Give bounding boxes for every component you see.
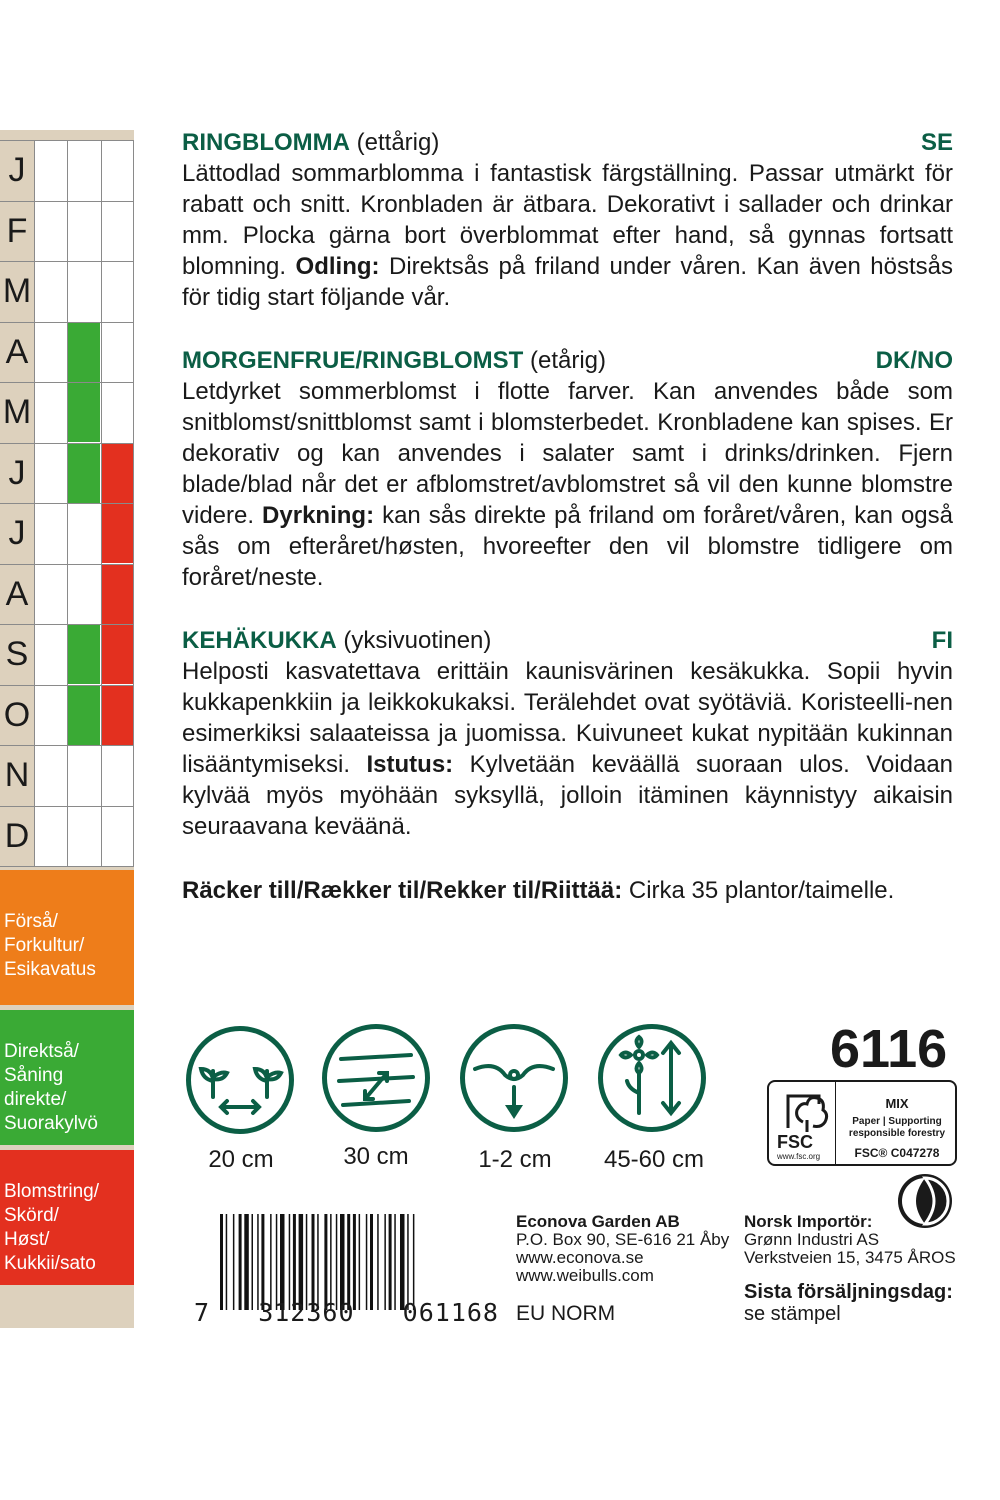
calendar-cell (34, 503, 67, 563)
calendar-cell (67, 201, 100, 261)
calendar-cell (34, 745, 67, 805)
barcode-bar (276, 1214, 278, 1310)
calendar-cell (34, 322, 67, 382)
barcode-bar (400, 1214, 405, 1310)
barcode-bar (261, 1214, 264, 1310)
calendar-cell (67, 140, 100, 200)
barcode-bar (389, 1214, 392, 1310)
section-se (182, 128, 953, 313)
calendar-cell (34, 140, 67, 200)
section-subtitle: (etårig) (530, 347, 607, 374)
calendar-cell (34, 201, 67, 261)
calendar-cell (101, 261, 134, 321)
barcode-bar (359, 1214, 361, 1310)
fsc-label (767, 1080, 957, 1166)
article-number: 6116 (830, 1019, 948, 1079)
plant-height-icon (598, 1024, 706, 1132)
month-label: M (2, 272, 32, 310)
legend-direct-sow-line: direkte/ (4, 1089, 67, 1110)
barcode-bar (312, 1214, 315, 1310)
calendar-cell (67, 564, 100, 624)
section-bold-label: Istutus: (366, 751, 454, 778)
legend-direct-sow-line: Suorakylvö (4, 1113, 98, 1134)
fsc-url: www.fsc.org (777, 1152, 821, 1161)
calendar-cell (101, 624, 134, 684)
company-web-2: www.weibulls.com (516, 1266, 654, 1285)
company-web-1: www.econova.se (516, 1248, 644, 1267)
calendar-cell (67, 806, 100, 866)
calendar-cell (67, 322, 100, 382)
month-label: M (2, 393, 32, 431)
barcode-bar (299, 1214, 304, 1310)
calendar-cell (67, 745, 100, 805)
barcode-bar (413, 1214, 415, 1310)
company-address: P.O. Box 90, SE-616 21 Åby (516, 1230, 730, 1249)
section-paragraph: Lättodlad sommarblomma i fantastisk färgställning. Passar utmärkt för rabatt och snitt. Kronbladen är ätbara. Dekorativt i sallader och drinkar mm. Plocka gärna bort överblommat efter hand, så gynnas fortsatt blomning. (182, 160, 953, 280)
fsc-line-2: responsible forestry (848, 1128, 946, 1139)
legend-bloom (0, 1150, 134, 1285)
row-spacing-icon (322, 1024, 430, 1132)
fsc-logo-text: FSC (777, 1132, 813, 1152)
section-bold-label: Dyrkning: (262, 502, 375, 529)
section-paragraph-2: kan sås direkte på friland om foråret/våren, kan også sås om efteråret/høsten, hvoreefter den vil blomstre tidligere om foråret/neste. (182, 502, 953, 591)
barcode-bar (340, 1214, 345, 1310)
legend-bloom-line: Skörd/ (4, 1205, 59, 1226)
yield-label: Räcker till/Rækker til/Rekker til/Riittää: (182, 877, 623, 904)
barcode-bar (324, 1214, 327, 1310)
barcode-bar (377, 1214, 379, 1310)
plant-height-label: 45-60 cm (603, 1146, 705, 1173)
section-text (182, 376, 953, 593)
section-paragraph: Letdyrket sommerblomst i flotte farver. Kan anvendes både som snitblomst/snittblomst samt i blomsterbedet. Kronbladene kan spises. Er dekorativ og kan anvendes i salater samt i drinks/drinken. Fjern blade/blad når det er afblomstret/avblomstret så vil den kunne blomstre videre. (182, 378, 953, 529)
barcode-bar (252, 1214, 254, 1310)
barcode-bar (289, 1214, 291, 1310)
barcode-bar (336, 1214, 338, 1310)
month-label: N (4, 756, 30, 794)
barcode-bar (293, 1214, 296, 1310)
legend-sow-indoor (0, 870, 134, 1005)
section-title: KEHÄKUKKA (182, 627, 337, 654)
calendar-cell (101, 443, 134, 503)
green-dot-icon (896, 1172, 954, 1230)
month-label: A (5, 574, 29, 613)
importer-label: Norsk Importör: (744, 1212, 873, 1231)
sowing-calendar-grid (34, 140, 134, 866)
legend-sow-indoor-line: Förså/ (4, 911, 58, 932)
plant-spacing-label: 20 cm (208, 1146, 274, 1173)
section-dk-no (182, 346, 953, 593)
section-text (182, 158, 953, 313)
section-subtitle: (yksivuotinen) (343, 627, 492, 654)
barcode-bar (306, 1214, 308, 1310)
barcode-bar (244, 1214, 249, 1310)
legend-bloom-line: Kukkii/sato (4, 1253, 96, 1274)
legend-direct-sow (0, 1010, 134, 1145)
barcode-bars (220, 1214, 468, 1310)
calendar-cell (67, 685, 100, 745)
barcode-bar (353, 1214, 356, 1310)
eu-norm: EU NORM (516, 1302, 616, 1325)
row-spacing-label: 30 cm (343, 1143, 409, 1170)
calendar-cell (34, 806, 67, 866)
calendar-cell (67, 382, 100, 442)
fsc-code: FSC® C047278 (854, 1146, 940, 1160)
fsc-line-1: Paper | Supporting (852, 1116, 942, 1127)
calendar-cell (34, 685, 67, 745)
grid-line (101, 140, 102, 866)
legend-direct-sow-line: Direktså/ (4, 1041, 79, 1062)
month-label: S (5, 635, 29, 673)
month-label: F (6, 211, 28, 250)
legend-direct-sow-line: Såning (4, 1065, 64, 1086)
section-title: RINGBLOMMA (182, 129, 350, 156)
barcode-bar (330, 1214, 332, 1310)
section-header (182, 626, 953, 656)
country-code: FI (931, 627, 953, 654)
calendar-cell (101, 745, 134, 805)
calendar-cell (101, 382, 134, 442)
calendar-cell (101, 685, 134, 745)
legend-sow-indoor-line: Forkultur/ (4, 935, 85, 956)
country-code: SE (920, 129, 953, 156)
calendar-cell (101, 322, 134, 382)
section-paragraph-2: Kylvetään keväällä suoraan ulos. Voidaan kylvää myös myöhään syksyllä, jolloin itäminen käynnistyy aikaisin seuraavana keväänä. (182, 751, 954, 840)
section-header (182, 346, 953, 376)
sowing-depth-label: 1-2 cm (478, 1146, 552, 1173)
barcode-bar (270, 1214, 272, 1310)
month-label: J (8, 151, 26, 189)
calendar-cell (34, 261, 67, 321)
legend-bloom-line: Høst/ (4, 1229, 50, 1250)
month-label: O (3, 695, 31, 734)
barcode-bar (239, 1214, 242, 1310)
month-label: J (8, 453, 26, 492)
section-paragraph-2: Direktsås på friland under våren. Kan även höstsås för tidig start följande vår. (182, 253, 953, 311)
barcode-digits: 7 312360 061168 (194, 1298, 499, 1327)
last-sale-value: se stämpel (744, 1303, 841, 1325)
importer-name: Grønn Industri AS (744, 1230, 880, 1249)
grid-line (133, 140, 134, 866)
barcode-bar (317, 1214, 319, 1310)
barcode-bar (407, 1214, 409, 1310)
calendar-cell (101, 140, 134, 200)
barcode-bar (384, 1214, 386, 1310)
section-fi (182, 626, 953, 842)
calendar-cell (67, 503, 100, 563)
month-label: A (5, 332, 29, 371)
barcode-bar (257, 1214, 259, 1310)
yield-line (182, 876, 953, 906)
sowing-depth-icon (460, 1024, 568, 1132)
calendar-cell (101, 806, 134, 866)
fsc-mix: MIX (885, 1096, 909, 1111)
section-subtitle: (ettårig) (356, 129, 440, 156)
grid-line (67, 140, 68, 866)
yield-value: Cirka 35 plantor/taimelle. (628, 877, 895, 904)
barcode-bar (220, 1214, 223, 1310)
calendar-cell (67, 443, 100, 503)
calendar-cell (101, 564, 134, 624)
last-sale-label: Sista försäljningsdag: (744, 1281, 953, 1303)
grid-line (0, 866, 134, 867)
barcode-bar (233, 1214, 235, 1310)
calendar-cell (67, 624, 100, 684)
barcode-bar (347, 1214, 350, 1310)
barcode-bar (366, 1214, 368, 1310)
calendar-cell (34, 382, 67, 442)
legend-bloom-line: Blomstring/ (4, 1181, 100, 1202)
barcode-bar (370, 1214, 373, 1310)
calendar-cell (34, 624, 67, 684)
barcode-bar (280, 1214, 285, 1310)
company-name: Econova Garden AB (516, 1212, 680, 1231)
calendar-cell (101, 201, 134, 261)
section-header (182, 128, 953, 158)
section-paragraph: Helposti kasvatettava erittäin kaunisvärinen kesäkukka. Sopii hyvin kukkapenkkiin ja leikkokukaksi. Terälehdet ovat syötäviä. Koristeelli-nen esimerkiksi salaateissa ja juomissa. Kuivuneet kukat nypitään kukinnan lisääntymiseksi. (182, 658, 953, 778)
legend-sow-indoor-line: Esikavatus (4, 959, 96, 980)
barcode-bar (226, 1214, 228, 1310)
calendar-cell (67, 261, 100, 321)
country-code: DK/NO (875, 347, 953, 374)
section-text (182, 656, 953, 842)
grid-line (34, 140, 35, 866)
calendar-cell (34, 443, 67, 503)
calendar-cell (101, 503, 134, 563)
section-title: MORGENFRUE/RINGBLOMST (182, 347, 524, 374)
month-label: J (8, 514, 26, 552)
plant-spacing-icon (186, 1026, 294, 1134)
barcode-bar (394, 1214, 396, 1310)
calendar-cell (34, 564, 67, 624)
month-label: D (4, 816, 30, 855)
importer-address: Verkstveien 15, 3475 ÅROS (744, 1248, 956, 1267)
section-bold-label: Odling: (295, 253, 380, 280)
